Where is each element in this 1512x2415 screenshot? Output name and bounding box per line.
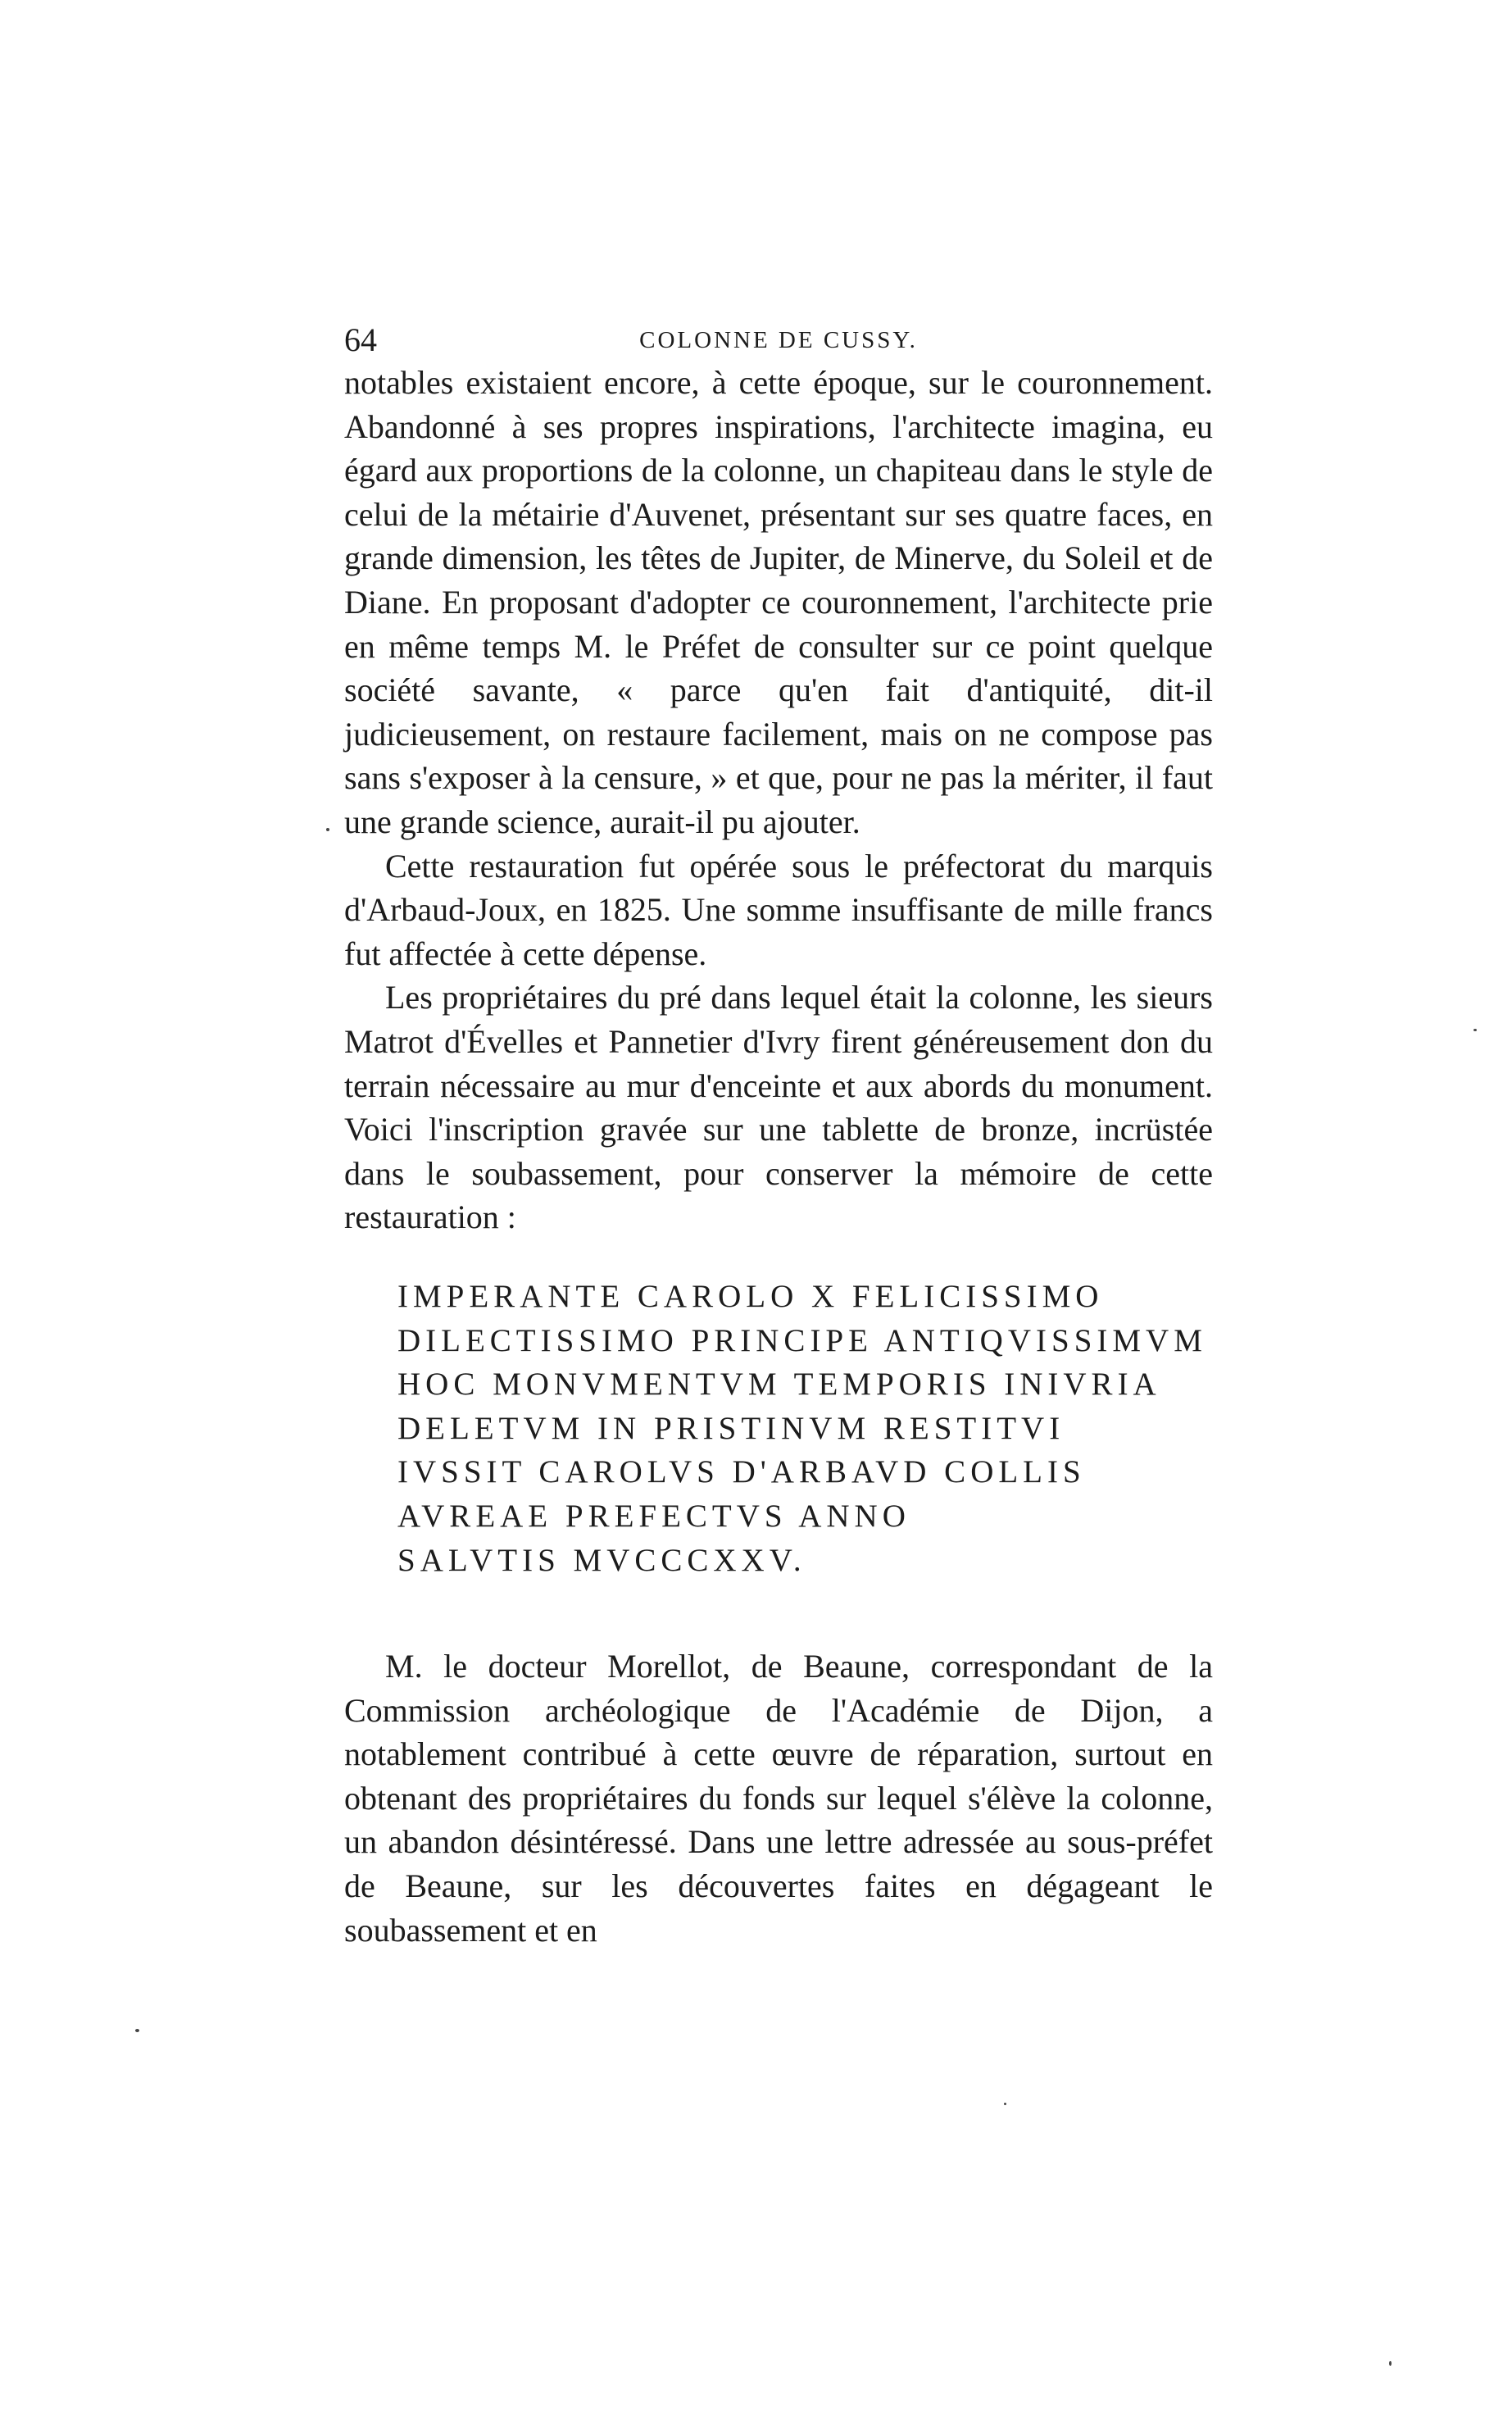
inscription-line: SALVTIS MVCCCXXV. <box>397 1542 806 1578</box>
paper-speck <box>1004 2103 1006 2105</box>
paper-speck <box>135 2029 139 2032</box>
running-title: COLONNE DE CUSSY. <box>639 327 918 353</box>
inscription-line: IMPERANTE CAROLO X FELICISSIMO <box>397 1279 1104 1314</box>
closing-text <box>344 1644 1213 1952</box>
running-head <box>344 316 1213 365</box>
latin-inscription <box>397 1275 1207 1582</box>
page-number: 64 <box>344 321 377 358</box>
paragraph-owners: Les propriétaires du pré dans lequel était la colonne, les sieurs Matrot d'Évelles et Pannetier d'Ivry firent généreusement don du terrain nécessaire au mur d'enceinte et aux abords du monument. Voici l'inscription gravée sur une tablette de bronze, incrüstée dans le soubassement, pour conserver la mémoire de cette restauration : <box>344 979 1213 1236</box>
paper-speck <box>1389 2361 1392 2366</box>
inscription-line: DILECTISSIMO PRINCIPE ANTIQVISSIMVM <box>397 1322 1207 1358</box>
paper-speck <box>326 828 329 831</box>
inscription-line: IVSSIT CAROLVS D'ARBAVD COLLIS <box>397 1454 1086 1490</box>
main-text <box>344 361 1213 1239</box>
paragraph-continued: notables existaient encore, à cette époque, sur le couronnement. Abandonné à ses propres inspirations, l'architecte imagina, eu égard aux proportions de la colonne, un chapiteau dans le style de celui de la métairie d'Auvenet, présentant sur ses quatre faces, en grande dimension, les têtes de Jupiter, de Minerve, du Soleil et de Diane. En proposant d'adopter ce couronnement, l'architecte prie en même temps M. le Préfet de consulter sur ce point quelque société savante, « parce qu'en fait d'antiquité, dit-il judicieusement, on restaure facilement, mais on ne compose pas sans s'exposer à la censure, » et que, pour ne pas la mériter, il faut une grande science, aurait-il pu ajouter. <box>344 364 1213 840</box>
inscription-line: AVREAE PREFECTVS ANNO <box>397 1498 910 1534</box>
inscription-line: DELETVM IN PRISTINVM RESTITVI <box>397 1410 1065 1446</box>
paragraph-morellot: M. le docteur Morellot, de Beaune, correspondant de la Commission archéologique de l'Académie de Dijon, a notablement contribué à cette œuvre de réparation, surtout en obtenant des propriétaires du fonds sur lequel s'élève la colonne, un abandon désintéressé. Dans une lettre adressée au sous-préfet de Beaune, sur les découvertes faites en dégageant le soubassement et en <box>344 1648 1213 1949</box>
paper-speck <box>1473 1029 1477 1031</box>
inscription-line: HOC MONVMENTVM TEMPORIS INIVRIA <box>397 1367 1161 1403</box>
paragraph-restoration: Cette restauration fut opérée sous le préfectorat du marquis d'Arbaud-Joux, en 1825. Une somme insuffisante de mille francs fut affectée à cette dépense. <box>344 847 1213 972</box>
